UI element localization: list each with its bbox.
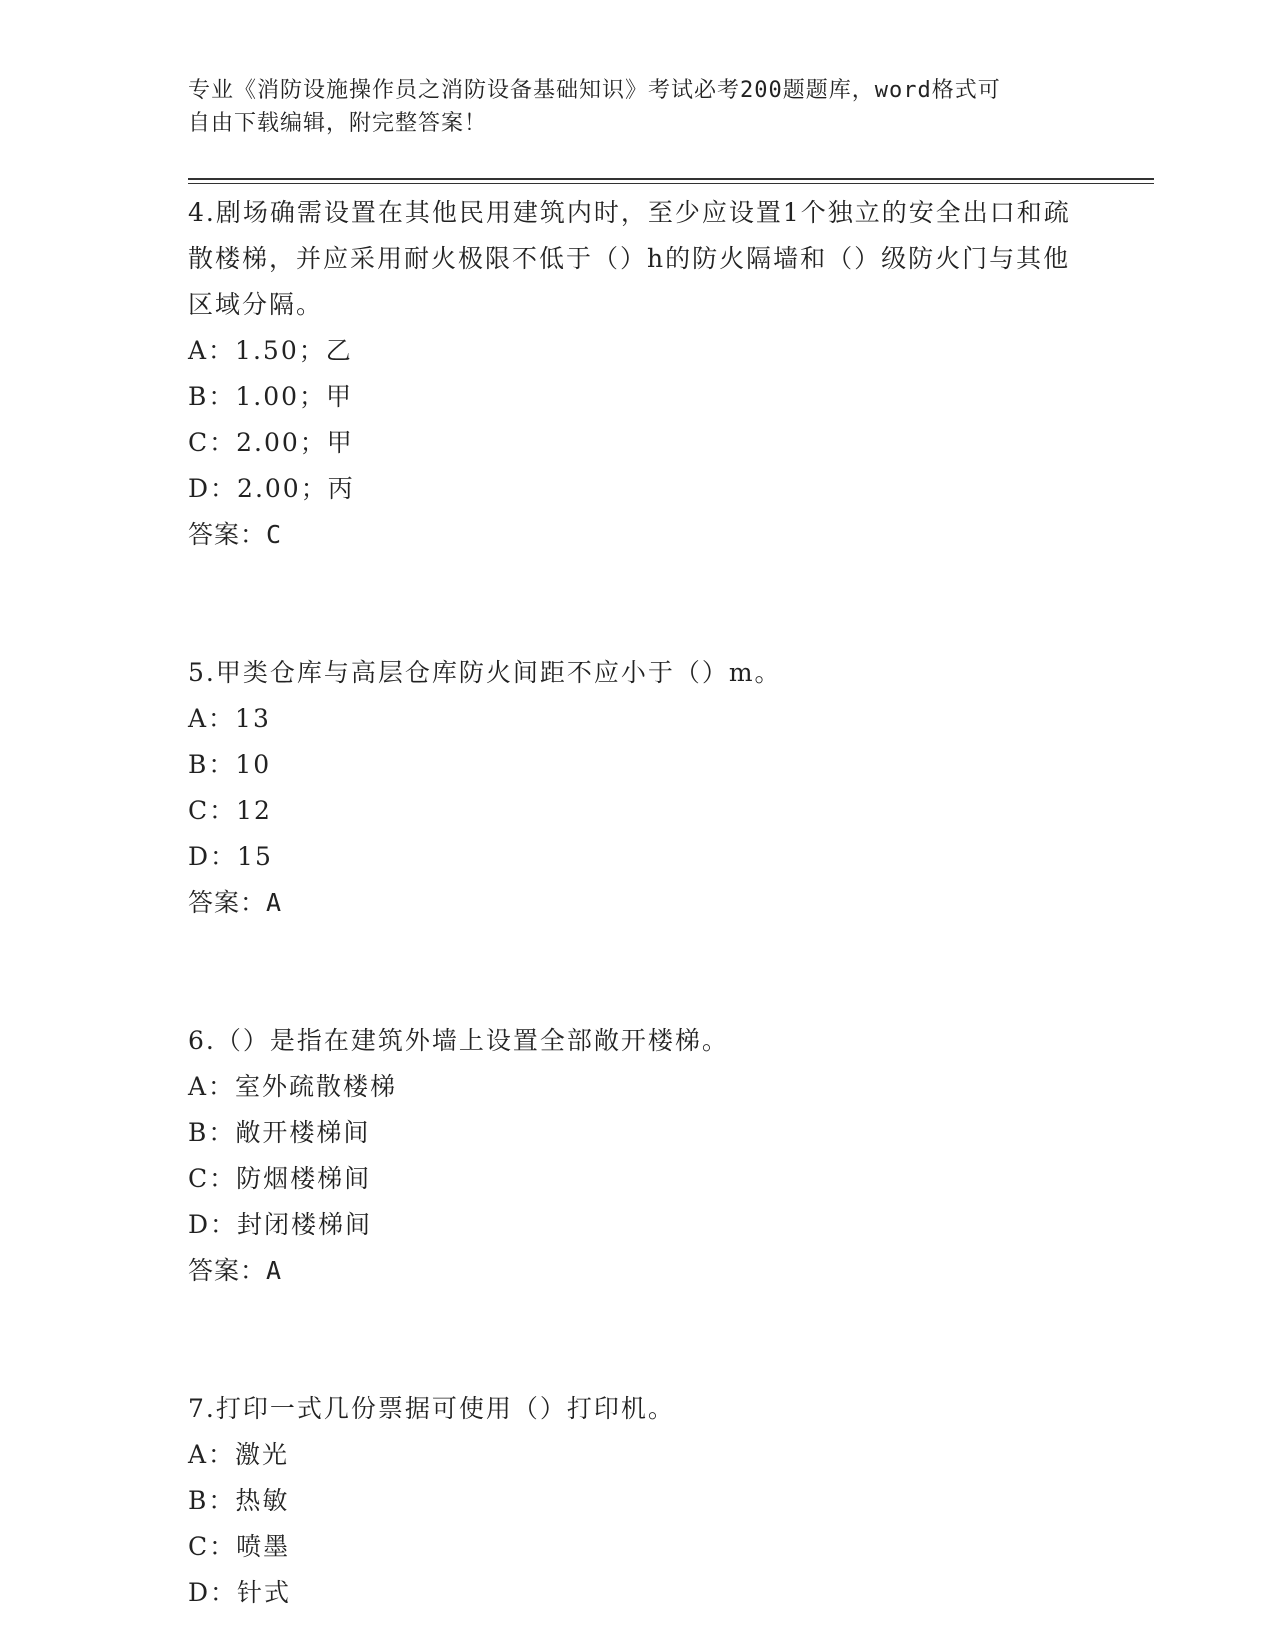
- question-stem: 5.甲类仓库与高层仓库防火间距不应小于（）m。: [188, 658, 782, 687]
- option-d: D：针式: [188, 1578, 292, 1607]
- option-c: C：防烟楼梯间: [188, 1164, 372, 1193]
- option-c: C：12: [188, 796, 272, 825]
- option-c: C：喷墨: [188, 1532, 291, 1561]
- question-stem: 7.打印一式几份票据可使用（）打印机。: [188, 1394, 675, 1423]
- option-a: A：1.50；乙: [188, 336, 353, 365]
- question-7: [188, 1386, 1088, 1616]
- option-c: C：2.00；甲: [188, 428, 354, 457]
- option-b: B：10: [188, 750, 272, 779]
- option-b: B：1.00；甲: [188, 382, 354, 411]
- option-d: D：2.00；丙: [188, 474, 355, 503]
- answer-line: 答案：A: [188, 1256, 283, 1285]
- question-4: [188, 190, 1088, 558]
- option-a: A：室外疏散楼梯: [188, 1072, 398, 1101]
- question-stem: 4.剧场确需设置在其他民用建筑内时，至少应设置1个独立的安全出口和疏散楼梯，并应采用耐火极限不低于（）h的防火隔墙和（）级防火门与其他区域分隔。: [188, 198, 1071, 319]
- answer-line: 答案：A: [188, 888, 283, 917]
- option-d: D：15: [188, 842, 273, 871]
- question-stem: 6.（）是指在建筑外墙上设置全部敞开楼梯。: [188, 1026, 729, 1055]
- option-a: A：激光: [188, 1440, 290, 1469]
- header-divider-thin: [188, 183, 1154, 184]
- answer-line: 答案：C: [188, 520, 283, 549]
- question-5: [188, 650, 1088, 926]
- header-line-2: 自由下载编辑，附完整答案！: [188, 111, 488, 136]
- option-b: B：热敏: [188, 1486, 290, 1515]
- question-list: [188, 190, 1088, 1616]
- option-a: A：13: [188, 704, 271, 733]
- option-b: B：敞开楼梯间: [188, 1118, 371, 1147]
- question-6: [188, 1018, 1088, 1294]
- header-divider-thick: [188, 178, 1154, 180]
- document-header: [188, 74, 1068, 140]
- option-d: D：封闭楼梯间: [188, 1210, 373, 1239]
- header-line-1: 专业《消防设施操作员之消防设备基础知识》考试必考200题题库，word格式可: [188, 78, 1001, 103]
